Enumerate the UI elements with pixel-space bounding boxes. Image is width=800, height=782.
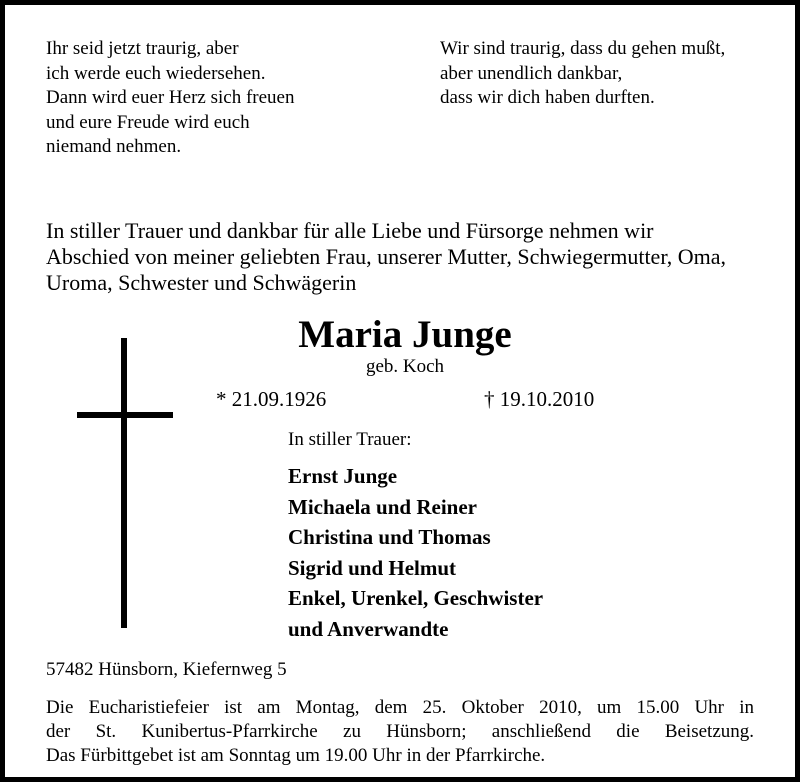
deceased-name: Maria Junge — [298, 313, 512, 356]
maiden-name: geb. Koch — [365, 356, 445, 377]
poem-right-line: aber unendlich dankbar, — [440, 62, 623, 84]
mourners-label: In stiller Trauer: — [288, 429, 412, 450]
poem-left-line: Ihr seid jetzt traurig, aber — [46, 38, 239, 59]
mourner: Christina und Thomas — [288, 525, 491, 549]
intro-line: Abschied von meiner geliebten Frau, unserer Mutter, Schwiegermutter, Oma, — [46, 244, 727, 269]
poem-left — [46, 37, 294, 160]
death-date: † 19.10.2010 — [484, 387, 595, 411]
mourner: und Anverwandte — [288, 616, 449, 641]
birth-date: * 21.09.1926 — [216, 387, 327, 411]
service-line: Das Fürbittgebet ist am Sonntag um 19.00 Uhr in der Pfarrkirche. — [46, 745, 546, 766]
intro-line: In stiller Trauer und dankbar für alle Liebe und Fürsorge nehmen wir — [46, 218, 654, 243]
poem-right — [440, 37, 725, 111]
service-line: der St. Kunibertus-Pfarrkirche zu Hünsborn; anschließend die Beisetzung. — [46, 721, 754, 742]
mourner: Ernst Junge — [288, 464, 398, 488]
cross-icon-bar — [77, 412, 173, 418]
poem-left-line: und eure Freude wird euch — [46, 111, 250, 133]
intro-text — [46, 218, 758, 296]
address: 57482 Hünsborn, Kiefernweg 5 — [46, 659, 287, 680]
mourner: Sigrid und Helmut — [288, 555, 457, 580]
poem-left-line: Dann wird euer Herz sich freuen — [46, 87, 295, 108]
service-line: Die Eucharistiefeier ist am Montag, dem 25. Oktober 2010, um 15.00 Uhr in — [46, 697, 754, 718]
poem-left-line: niemand nehmen. — [46, 136, 182, 157]
mourner: Enkel, Urenkel, Geschwister — [288, 586, 544, 610]
poem-left-line: ich werde euch wiedersehen. — [46, 62, 266, 84]
poem-right-line: Wir sind traurig, dass du gehen mußt, — [440, 38, 726, 59]
poem-right-line: dass wir dich haben durften. — [440, 87, 655, 108]
cross-icon — [121, 338, 127, 628]
mourner: Michaela und Reiner — [288, 494, 477, 519]
service-info — [46, 696, 754, 768]
mourners-list — [288, 461, 543, 644]
intro-line: Uroma, Schwester und Schwägerin — [46, 270, 357, 295]
